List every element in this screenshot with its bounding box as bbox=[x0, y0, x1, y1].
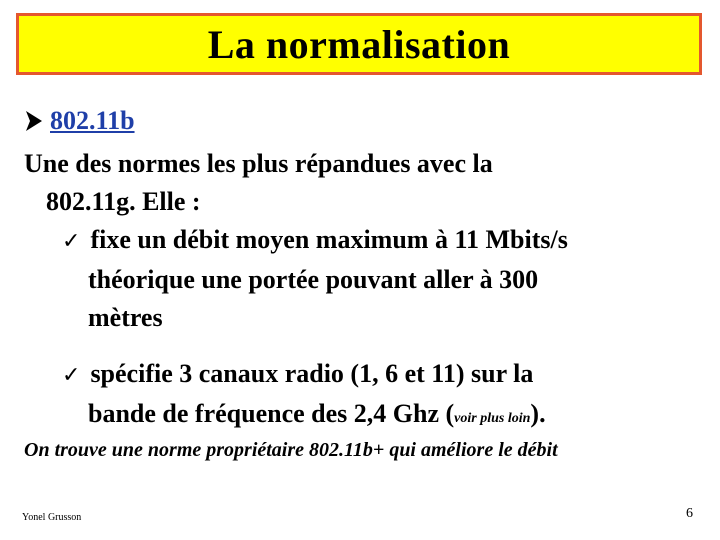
item-2-line-1: spécifie 3 canaux radio (1, 6 et 11) sur la bbox=[90, 359, 534, 388]
checkmark-icon: ✓ bbox=[62, 363, 81, 388]
item-2-line-2-main: bande de fréquence des 2,4 Ghz ( bbox=[88, 399, 455, 428]
checkmark-icon: ✓ bbox=[62, 229, 81, 254]
intro-paragraph bbox=[24, 145, 694, 221]
page-title: La normalisation bbox=[207, 21, 511, 67]
heading-link[interactable]: 802.11b bbox=[50, 106, 135, 135]
page-number: 6 bbox=[686, 506, 693, 521]
author-name: Yonel Grusson bbox=[22, 512, 82, 523]
intro-line-1: Une des normes les plus répandues avec la bbox=[24, 149, 493, 178]
item-2-line-2-end: ). bbox=[530, 399, 546, 428]
item-2-line-2 bbox=[62, 395, 702, 438]
item-1-line-3: mètres bbox=[88, 303, 163, 332]
section-heading bbox=[24, 105, 135, 137]
title-banner bbox=[16, 13, 702, 75]
list-item bbox=[62, 221, 702, 337]
item-1-line-1: fixe un débit moyen maximum à 11 Mbits/s bbox=[90, 225, 568, 254]
footnote: On trouve une norme propriétaire 802.11b+ qui améliore le débit bbox=[24, 439, 558, 461]
item-2-aside: voir plus loin bbox=[454, 411, 531, 426]
list-item bbox=[62, 355, 702, 438]
intro-line-2: 802.11g. Elle : bbox=[46, 187, 201, 216]
arrow-bullet-icon bbox=[24, 109, 44, 133]
item-1-line-2: théorique une portée pouvant aller à 300 bbox=[88, 265, 539, 294]
